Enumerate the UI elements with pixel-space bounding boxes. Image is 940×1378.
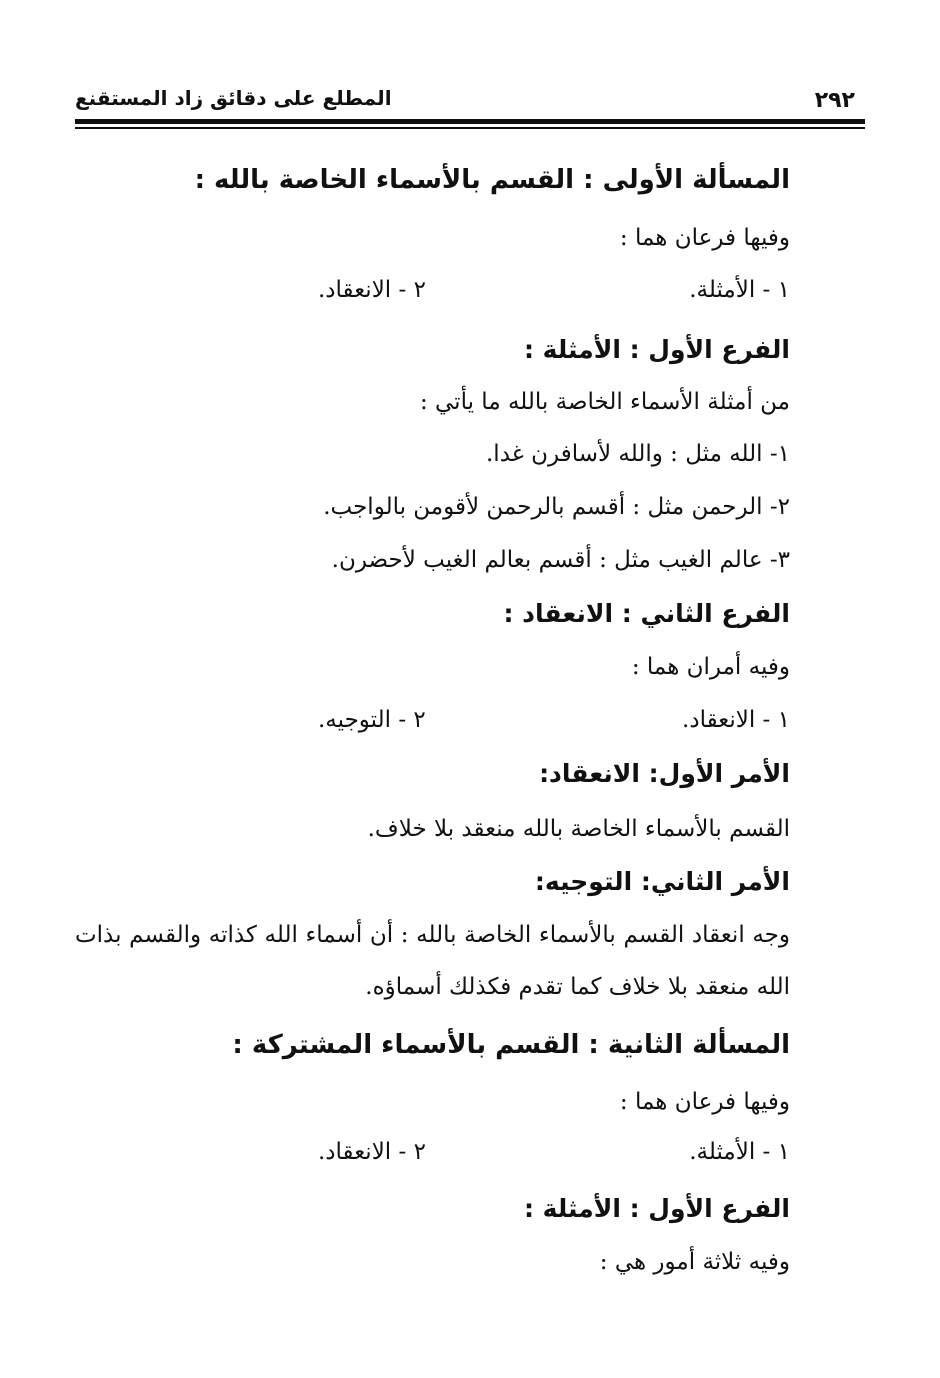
section-heading: المسألة الثانية : القسم بالأسماء المشتركة : [232, 1030, 790, 1060]
list-item: ١- الله مثل : والله لأسافرن غدا. [486, 441, 790, 467]
list-item: ١ - الانعقاد. [682, 707, 790, 733]
paragraph: وفيه أمران هما : [631, 654, 790, 680]
list-item: ١ - الأمثلة. [689, 277, 790, 303]
list-item: ٢ - التوجيه. [318, 707, 426, 733]
book-title: المطلع على دقائق زاد المستقنع [75, 86, 392, 110]
header-rule-thin [75, 127, 865, 129]
subsection-heading: الفرع الأول : الأمثلة : [523, 1194, 790, 1223]
paragraph: وفيها فرعان هما : [619, 1089, 790, 1115]
list-item: ١ - الأمثلة. [689, 1139, 790, 1165]
list-item: ٢ - الانعقاد. [318, 277, 426, 303]
list-item: ٣- عالم الغيب مثل : أقسم بعالم الغيب لأحضرن. [331, 547, 790, 573]
section-heading: المسألة الأولى : القسم بالأسماء الخاصة بالله : [194, 165, 790, 195]
paragraph: الله منعقد بلا خلاف كما تقدم فكذلك أسماؤه. [365, 974, 790, 1000]
paragraph: وجه انعقاد القسم بالأسماء الخاصة بالله : أن أسماء الله كذاته والقسم بذات [75, 922, 790, 948]
page-header [75, 80, 865, 120]
paragraph: القسم بالأسماء الخاصة بالله منعقد بلا خلاف. [367, 816, 790, 842]
paragraph: وفيه ثلاثة أمور هي : [599, 1249, 790, 1275]
subsection-heading: الفرع الثاني : الانعقاد : [503, 599, 790, 628]
header-rule-thick [75, 119, 865, 124]
paragraph: وفيها فرعان هما : [619, 225, 790, 251]
page-number: ٢٩٢ [814, 88, 855, 113]
list-item: ٢- الرحمن مثل : أقسم بالرحمن لأقومن بالواجب. [323, 494, 790, 520]
subsection-heading: الفرع الأول : الأمثلة : [523, 335, 790, 364]
subsection-heading: الأمر الثاني: التوجيه: [534, 867, 790, 896]
subsection-heading: الأمر الأول: الانعقاد: [539, 759, 790, 788]
list-item: ٢ - الانعقاد. [318, 1139, 426, 1165]
paragraph: من أمثلة الأسماء الخاصة بالله ما يأتي : [419, 389, 790, 415]
